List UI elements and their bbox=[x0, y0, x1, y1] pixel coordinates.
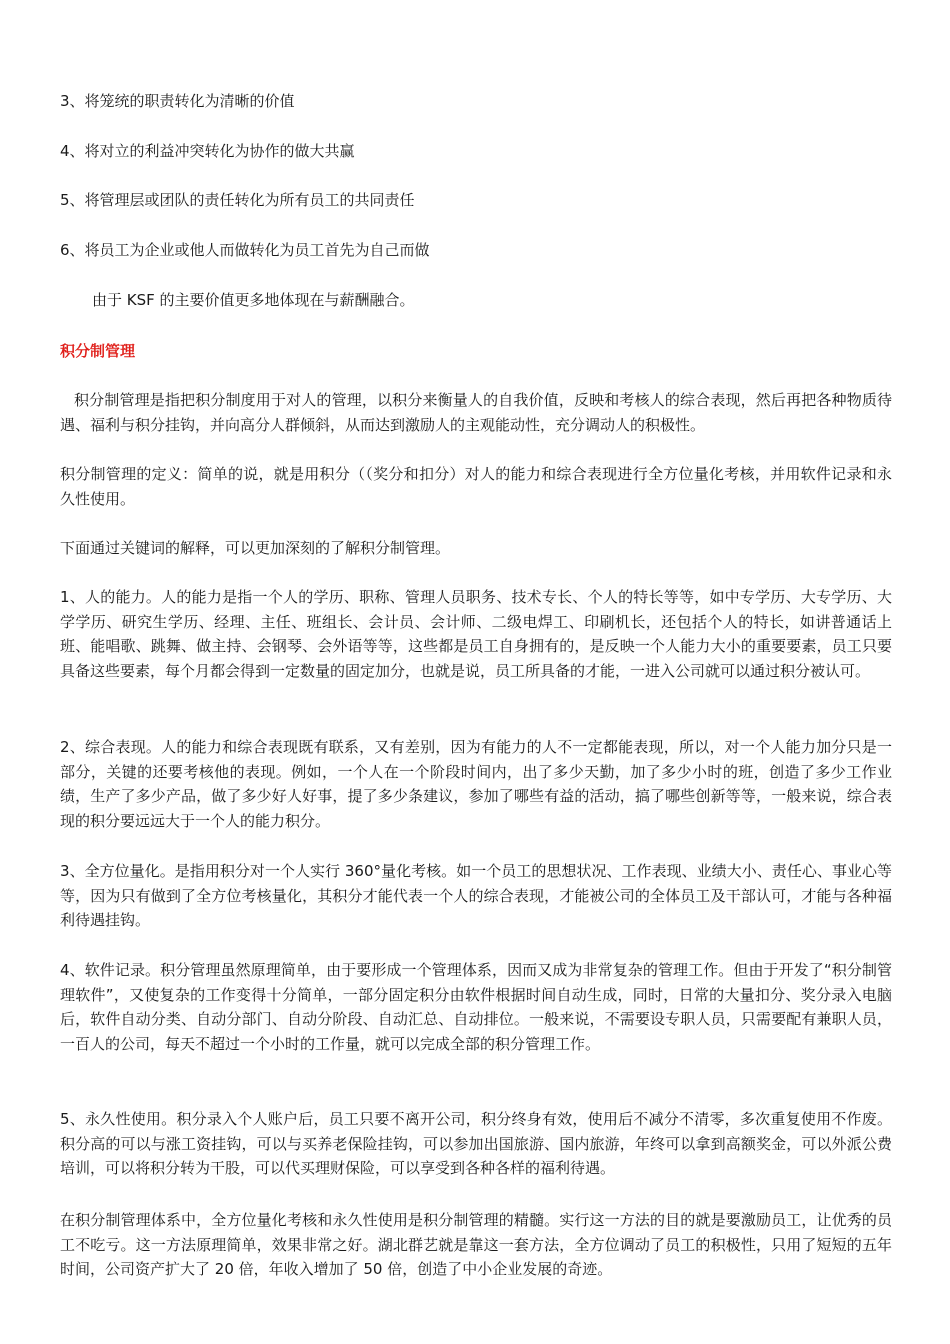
paragraph-performance: 2、综合表现。人的能力和综合表现既有联系，又有差别，因为有能力的人不一定都能表现，所以，对一个人能力加分只是一部分，关键的还要考核他的表现。例如，一个人在一个阶段时间内，出了多少天勤，加了多少小时的班，创造了多少工作业绩，生产了多少产品，做了多少好人好事，提了多少条建议，参加了哪些有益的活动，搞了哪些创新等等，一般来说，综合表现的积分要远远大于一个人的能力积分。 bbox=[60, 738, 892, 830]
paragraph-keywords-intro: 下面通过关键词的解释，可以更加深刻的了解积分制管理。 bbox=[60, 539, 451, 557]
paragraph-software: 4、软件记录。积分管理虽然原理简单，由于要形成一个管理体系，因而又成为非常复杂的管理工作。但由于开发了“积分制管理软件”，又使复杂的工作变得十分简单，一部分固定积分由软件根据时间自动生成，同时，日常的大量扣分、奖分录入电脑后，软件自动分类、自动分部门、自动分阶段、自动汇总、自动排位。一般来说，不需要设专职人员，只需要配有兼职人员，一百人的公司，每天不超过一个小时的工作量，就可以完成全部的积分管理工作。 bbox=[60, 961, 892, 1053]
list-item: 6、将员工为企业或他人而做转化为员工首先为自己而做 bbox=[60, 241, 430, 259]
list-item: 5、将管理层或团队的责任转化为所有员工的共同责任 bbox=[60, 191, 415, 209]
paragraph-conclusion: 在积分制管理体系中，全方位量化考核和永久性使用是积分制管理的精髓。实行这一方法的目的就是要激励员工，让优秀的员工不吃亏。这一方法原理简单，效果非常之好。湖北群艺就是靠这一套方法，全方位调动了员工的积极性，只用了短短的五年时间，公司资产扩大了 20 倍，年收入增加了 50 倍，创造了中小企业发展的奇迹。 bbox=[60, 1211, 892, 1278]
section-heading: 积分制管理 bbox=[60, 342, 136, 360]
paragraph-definition: 积分制管理的定义：简单的说，就是用积分（（奖分和扣分）对人的能力和综合表现进行全方位量化考核，并用软件记录和永久性使用。 bbox=[60, 465, 892, 508]
paragraph-ability: 1、人的能力。人的能力是指一个人的学历、职称、管理人员职务、技术专长、个人的特长等等，如中专学历、大专学历、大学学历、研究生学历、经理、主任、班组长、会计员、会计师、二级电焊工、印刷机长，还包括个人的特长，如讲普通话上班、能唱歌、跳舞、做主持、会钢琴、会外语等等，这些都是员工自身拥有的，是反映一个人能力大小的重要要素，员工只要具备这些要素，每个月都会得到一定数量的固定加分，也就是说，员工所具备的才能，一进入公司就可以通过积分被认可。 bbox=[60, 588, 892, 680]
paragraph-quantification: 3、全方位量化。是指用积分对一个人实行 360°量化考核。如一个员工的思想状况、工作表现、业绩大小、责任心、事业心等等，因为只有做到了全方位考核量化，其积分才能代表一个人的综合表现，才能被公司的全体员工及干部认可，才能与各种福利待遇挂钩。 bbox=[60, 862, 892, 929]
ksf-note: 由于 KSF 的主要价值更多地体现在与薪酬融合。 bbox=[92, 291, 415, 309]
paragraph-permanent-use: 5、永久性使用。积分录入个人账户后，员工只要不离开公司，积分终身有效，使用后不减分不清零，多次重复使用不作废。积分高的可以与涨工资挂钩，可以与买养老保险挂钩，可以参加出国旅游、国内旅游，年终可以拿到高额奖金，可以外派公费培训，可以将积分转为干股，可以代买理财保险，可以享受到各种各样的福利待遇。 bbox=[60, 1110, 892, 1177]
paragraph-intro: 积分制管理是指把积分制度用于对人的管理，以积分来衡量人的自我价值，反映和考核人的综合表现，然后再把各种物质待遇、福利与积分挂钩，并向高分人群倾斜，从而达到激励人的主观能动性，充分调动人的积极性。 bbox=[60, 391, 892, 434]
list-item: 3、将笼统的职责转化为清晰的价值 bbox=[60, 92, 295, 110]
list-item: 4、将对立的利益冲突转化为协作的做大共赢 bbox=[60, 142, 355, 160]
